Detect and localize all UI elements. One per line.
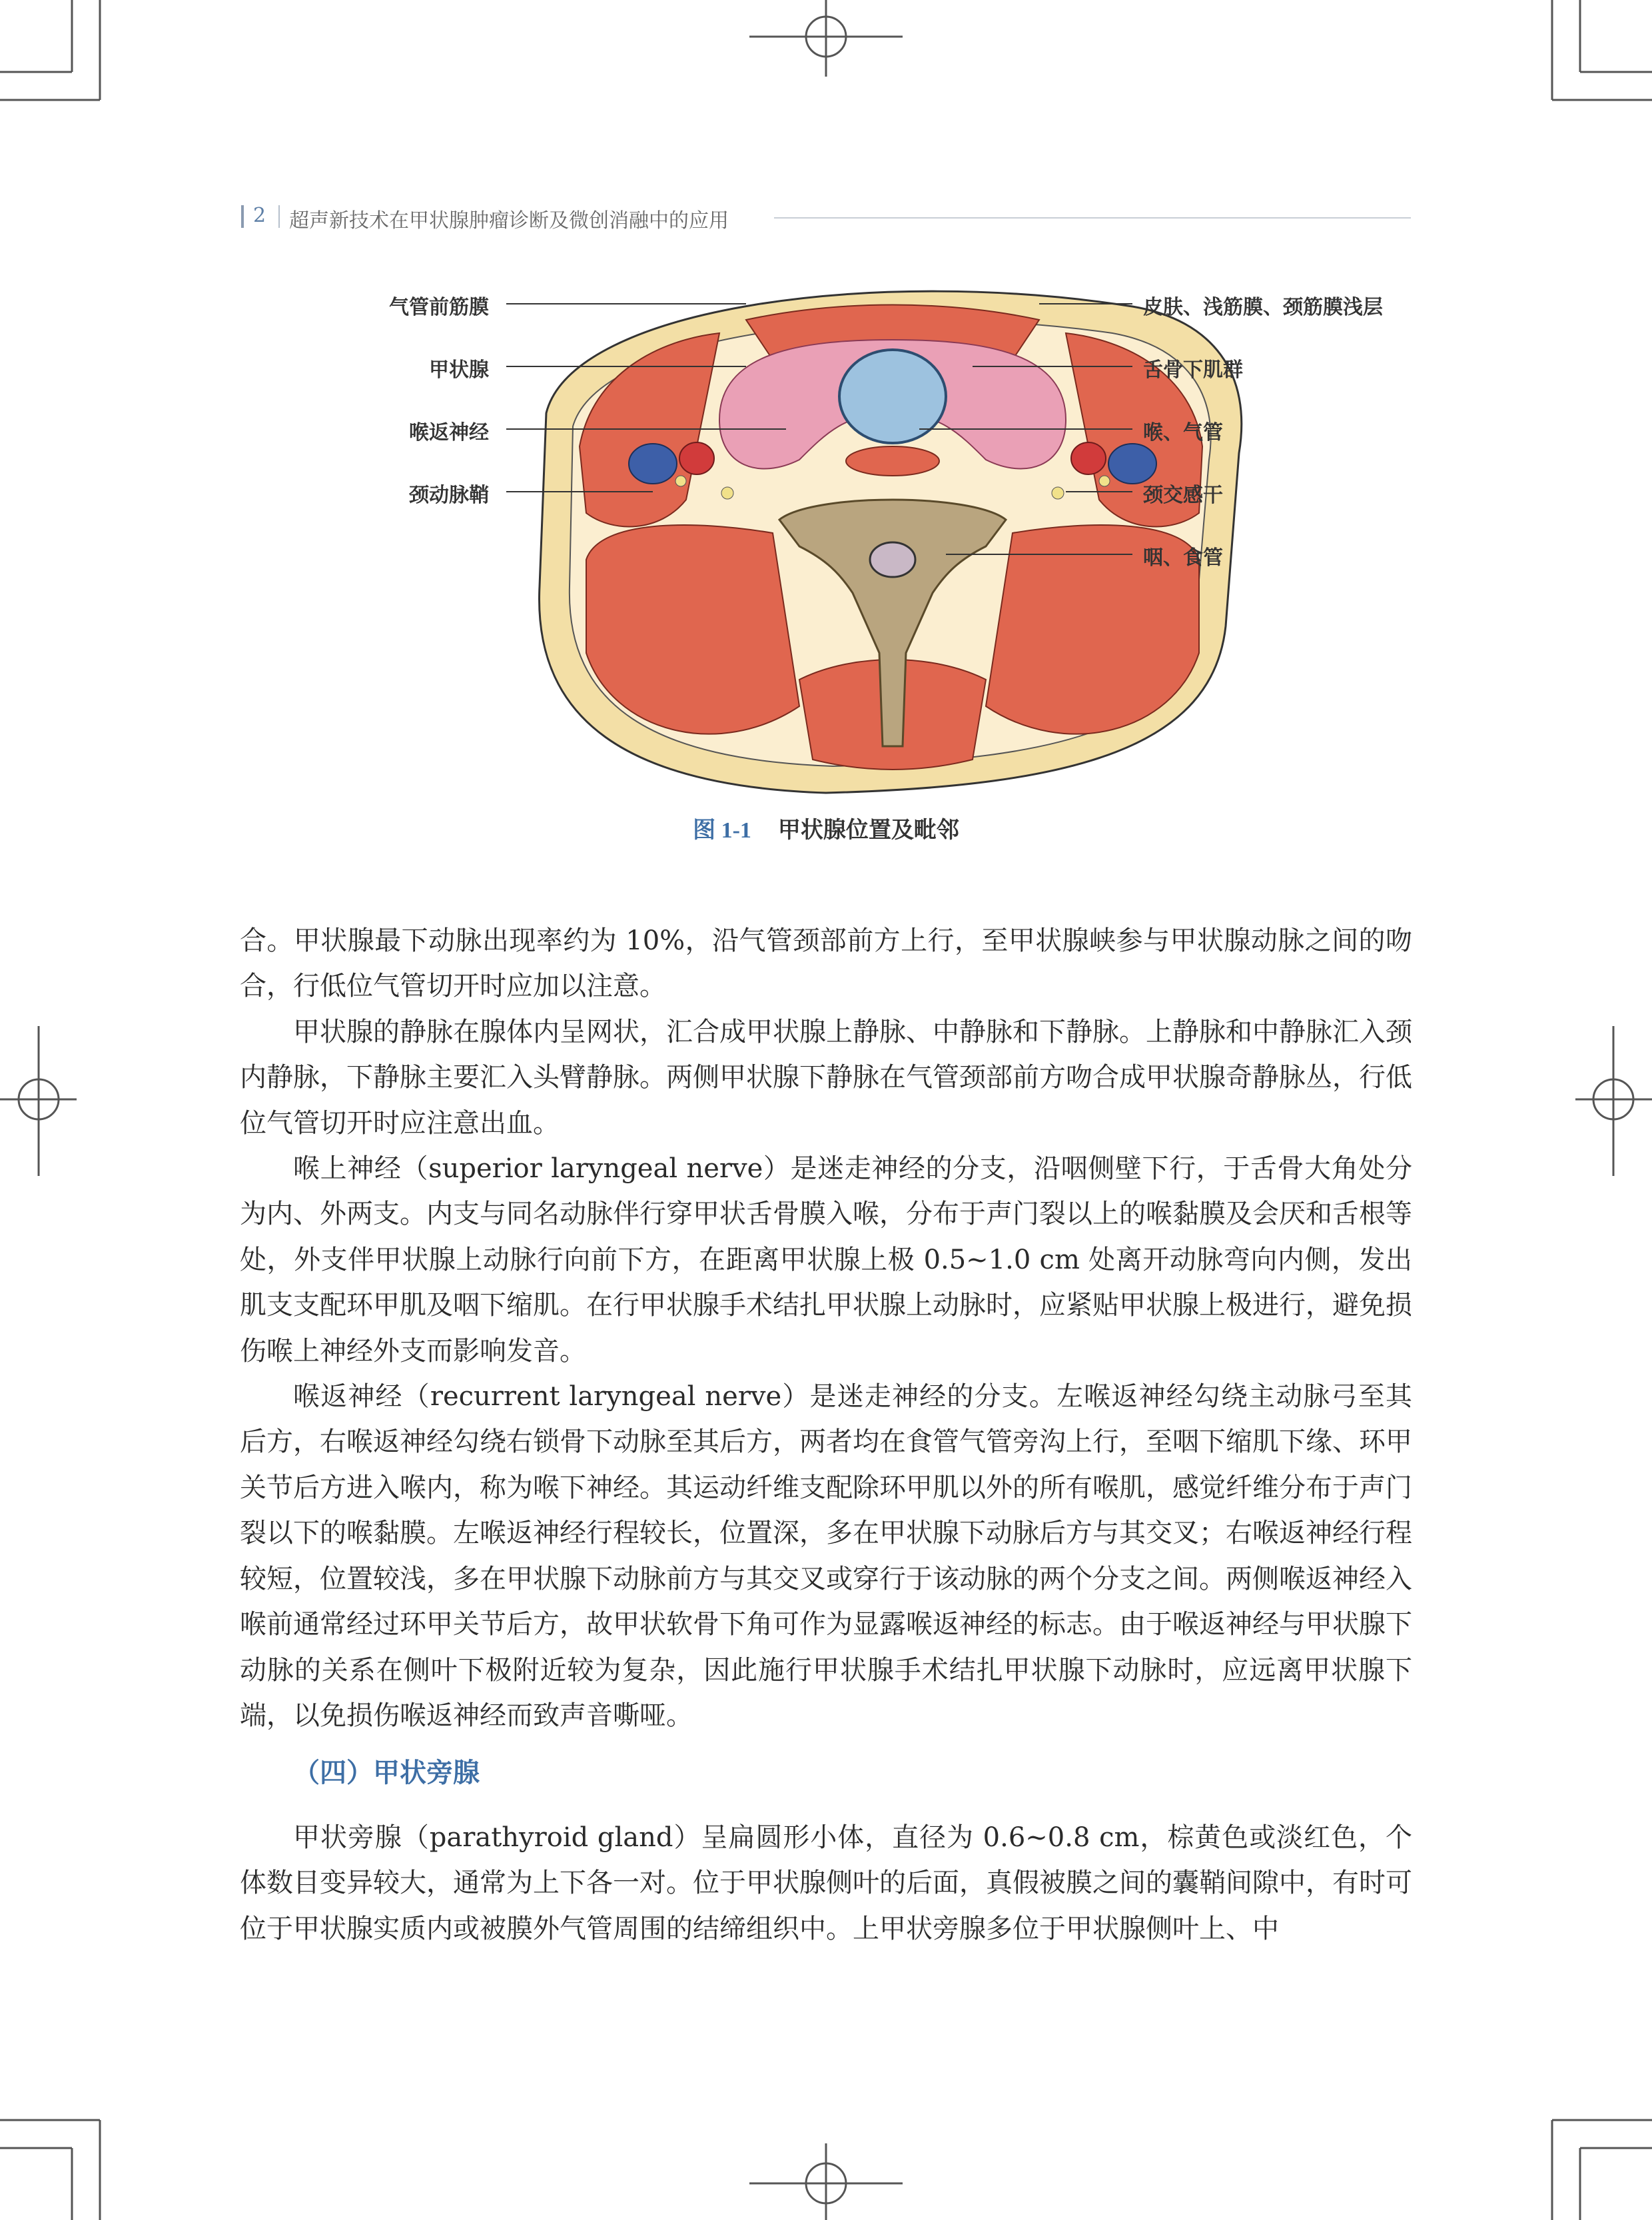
paragraph-3: 喉上神经（superior laryngeal nerve）是迷走神经的分支，沿咽侧壁下行，于舌骨大角处分为内、外两支。内支与同名动脉伴行穿甲状舌骨膜入喉，分布于声门裂以上的喉黏膜及会厌和舌根等处，外支伴甲状腺上动脉行向前下方，在距离甲状腺上极 0.5~1.0 cm 处离开动脉弯向内侧，发出肌支支配环甲肌及咽下缩肌。在行甲状腺手术结扎甲状腺上动脉时，应紧贴甲状腺上极进行，避免损伤喉上神经外支而影响发音。 [240,1153,1412,1367]
internal-jugular-vein-right [1108,444,1156,484]
running-header [241,197,1411,237]
label-pretracheal-fascia: 气管前筋膜 [389,296,489,319]
header-bar [241,205,244,228]
label-sympathetic-trunk: 颈交感干 [1143,484,1223,507]
label-recurrent-laryngeal-nerve: 喉返神经 [409,421,489,444]
paragraph-5: 甲状旁腺（parathyroid gland）呈扁圆形小体，直径为 0.6~0.8 cm，棕黄色或淡红色，个体数目变异较大，通常为上下各一对。位于甲状腺侧叶的后面，真假被膜之间的囊鞘间隙中，有时可位于甲状腺实质内或被膜外气管周围的结缔组织中。上甲状旁腺多位于甲状腺侧叶上、中 [240,1822,1412,1944]
paragraph-1: 合。甲状腺最下动脉出现率约为 10%，沿气管颈部前方上行，至甲状腺峡参与甲状腺动脉之间的吻合，行低位气管切开时应加以注意。 [240,925,1412,1002]
header-divider [278,205,280,228]
carotid-artery-right [1071,442,1106,474]
label-infrahyoid-muscles: 舌骨下肌群 [1143,358,1243,382]
internal-jugular-vein-left [629,444,677,484]
label-pharynx-esophagus: 咽、食管 [1143,546,1223,570]
figure-title: 甲状腺位置及毗邻 [777,817,959,843]
figure-caption [0,812,1652,844]
carotid-artery-left [679,442,714,474]
paragraph-2: 甲状腺的静脉在腺体内呈网状，汇合成甲状腺上静脉、中静脉和下静脉。上静脉和中静脉汇入颈内静脉，下静脉主要汇入头臂静脉。两侧甲状腺下静脉在气管颈部前方吻合成甲状腺奇静脉丛，行低位气管切开时应注意出血。 [240,1016,1412,1139]
label-larynx-trachea: 喉、气管 [1143,421,1223,444]
page-number: 2 [253,204,266,227]
spinal-cord [870,542,915,577]
label-carotid-sheath: 颈动脉鞘 [409,484,489,507]
label-thyroid: 甲状腺 [429,358,489,382]
sympathetic-trunk-left [721,487,733,499]
header-rule [774,217,1411,219]
paragraph-4: 喉返神经（recurrent laryngeal nerve）是迷走神经的分支。左喉返神经勾绕主动脉弓至其后方，右喉返神经勾绕右锁骨下动脉至其后方，两者均在食管气管旁沟上行，至咽下缩肌下缘、环甲关节后方进入喉内，称为喉下神经。其运动纤维支配除环甲肌以外的所有喉肌，感觉纤维分布于声门裂以下的喉黏膜。左喉返神经行程较长，位置深，多在甲状腺下动脉后方与其交叉；右喉返神经行程较短，位置较浅，多在甲状腺下动脉前方与其交叉或穿行于该动脉的两个分支之间。两侧喉返神经入喉前通常经过环甲关节后方，故甲状软骨下角可作为显露喉返神经的标志。由于喉返神经与甲状腺下动脉的关系在侧叶下极附近较为复杂，因此施行甲状腺手术结扎甲状腺下动脉时，应远离甲状腺下端，以免损伤喉返神经而致声音嘶哑。 [240,1381,1412,1731]
book-title: 超声新技术在甲状腺肿瘤诊断及微创消融中的应用 [289,209,729,233]
vagus-nerve-right [1099,476,1110,486]
body-text [240,918,1412,1951]
label-skin-fascia: 皮肤、浅筋膜、颈筋膜浅层 [1143,296,1383,319]
sympathetic-trunk-right [1052,487,1064,499]
esophagus [846,446,939,476]
figure-number: 图 1-1 [693,818,751,843]
neck-cross-section-illustration [373,280,1452,813]
section-heading: （四）甲状旁腺 [293,1758,480,1789]
vagus-nerve-left [675,476,686,486]
figure-1-1 [373,280,1452,853]
